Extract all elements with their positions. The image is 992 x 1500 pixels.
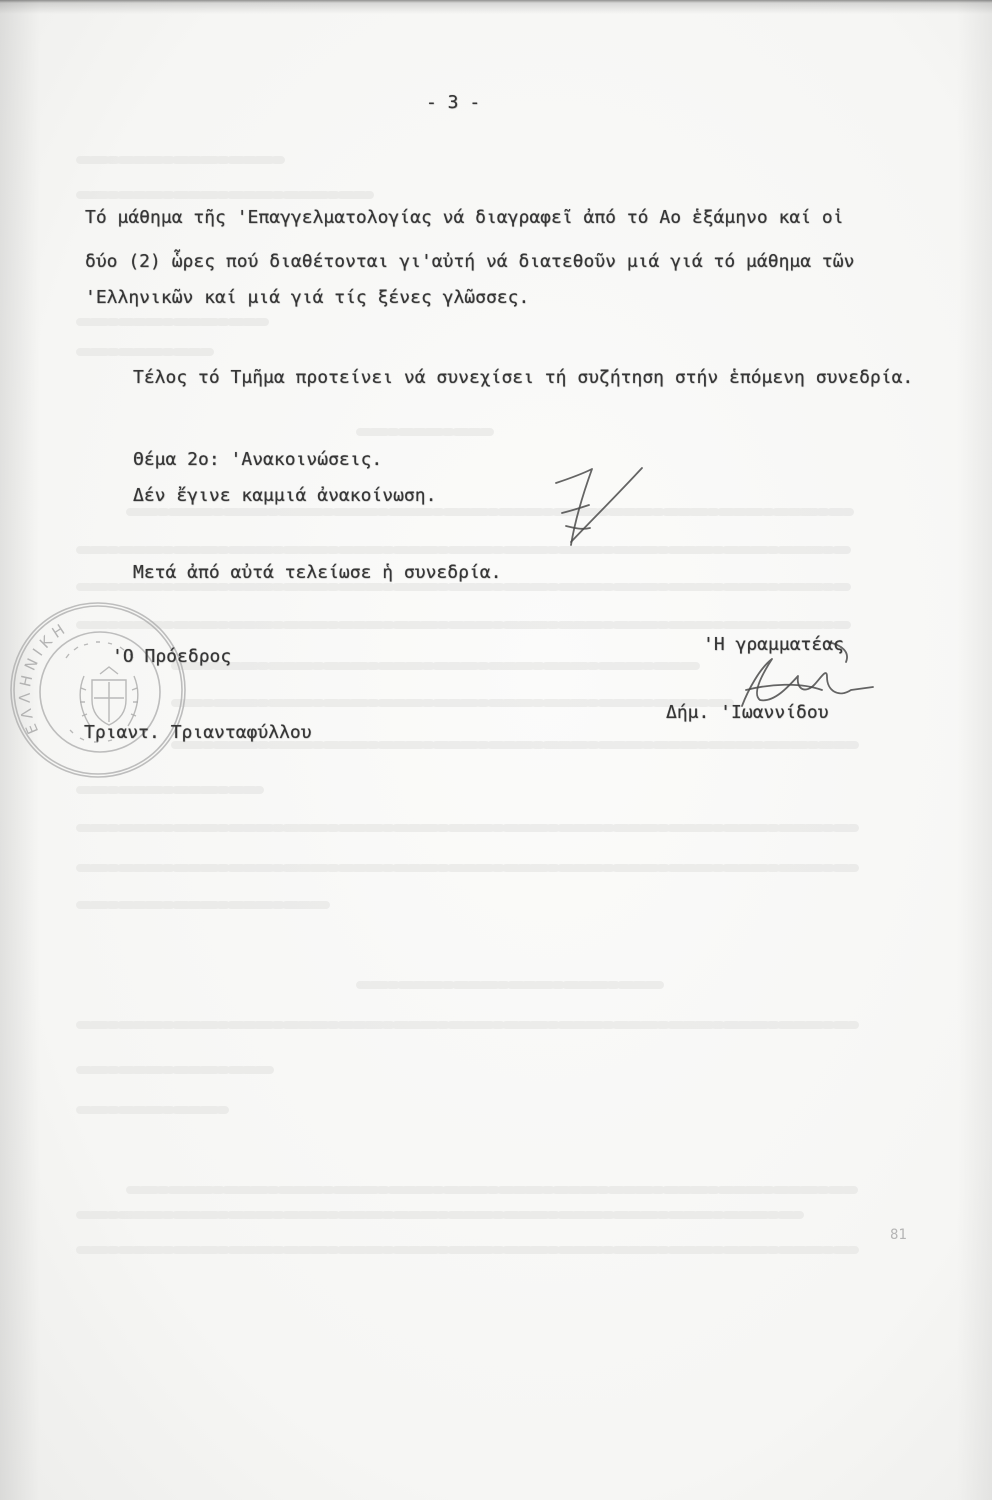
paragraph-1-line-2: δύο (2) ὧρες πού διαθέτονται γι'αὐτή νά διατεθοῦν μιά γιά τό μάθημα τῶν (85, 251, 855, 272)
topic-2-body: Δέν ἔγινε καμμιά ἀνακοίνωση. (133, 485, 437, 506)
page-number: - 3 - (426, 92, 481, 113)
secretary-name: Δήμ. 'Ιωαννίδου (666, 702, 829, 723)
closing-sentence: Μετά ἀπό αὐτά τελείωσε ἡ συνεδρία. (133, 562, 502, 583)
paragraph-1-line-3: 'Ελληνικῶν καί μιά γιά τίς ξένες γλῶσσες. (85, 287, 530, 308)
secretary-title: 'Η γραμματέας (703, 634, 844, 655)
paragraph-1-line-1: Τό μάθημα τῆς 'Επαγγελματολογίας νά διαγραφεῖ ἀπό τό Αο ἑξάμηνο καί οἱ (85, 207, 844, 228)
topic-2-heading: Θέμα 2ο: 'Ανακοινώσεις. (133, 449, 383, 470)
seal-lettering: ΕΛΛΗΝΙΚΗ (15, 617, 73, 737)
president-title: 'Ο Πρόεδρος (112, 646, 232, 667)
president-name: Τριαντ. Τριανταφύλλου (84, 722, 312, 743)
margin-note: 81 (890, 1227, 907, 1243)
paragraph-2: Τέλος τό Τμῆμα προτείνει νά συνεχίσει τή συζήτηση στήν ἑπόμενη συνεδρία. (133, 367, 914, 388)
